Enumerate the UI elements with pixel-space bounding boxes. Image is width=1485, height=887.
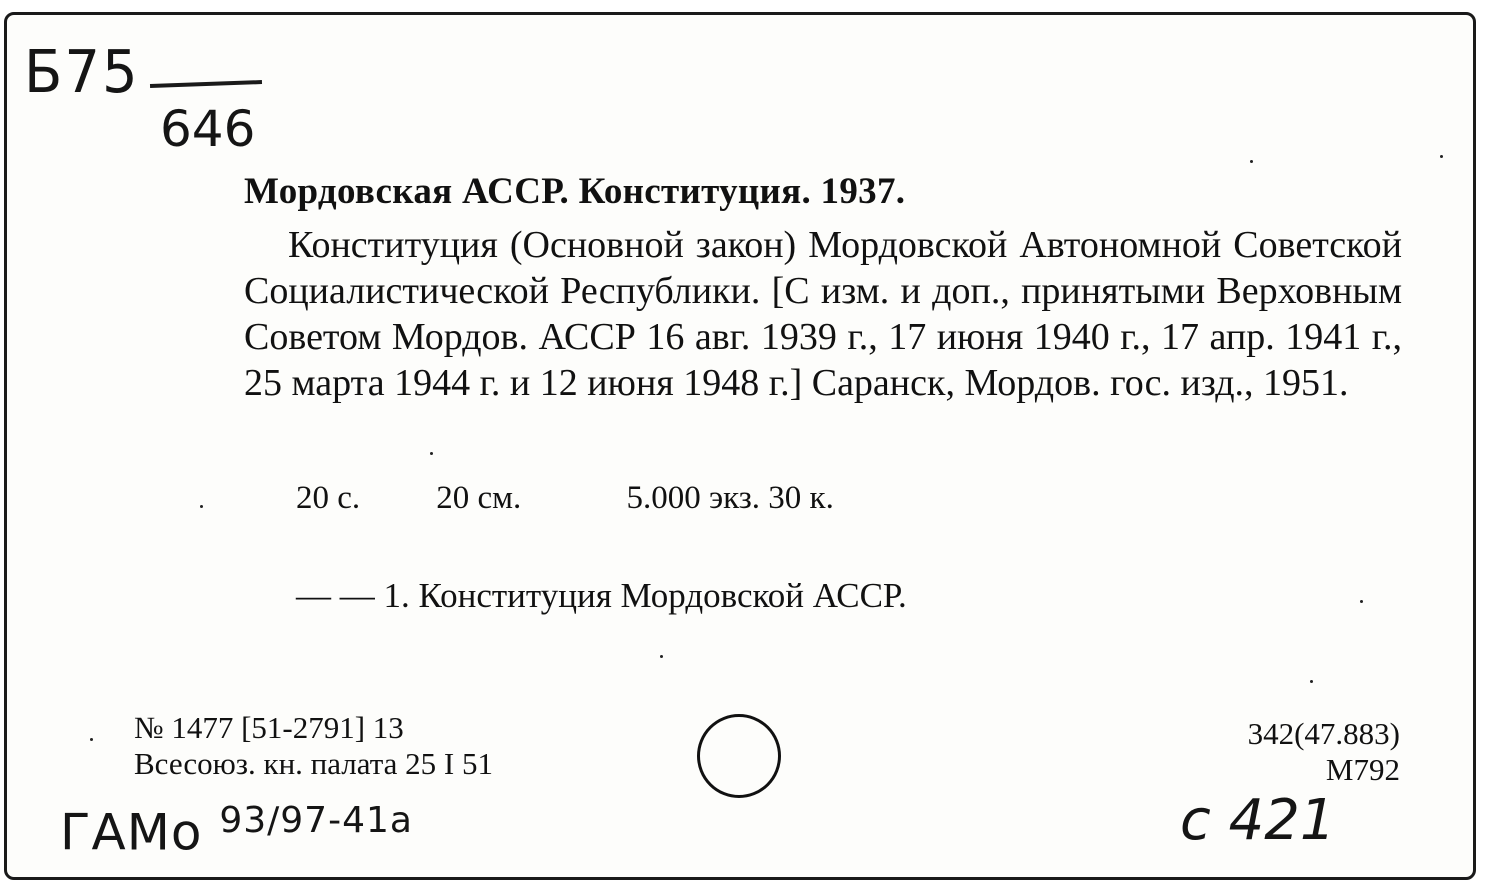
classification-code: 342(47.883) bbox=[1247, 716, 1400, 751]
book-chamber-note: Всесоюз. кн. палата 25 I 51 bbox=[134, 746, 493, 781]
author-mark: М792 bbox=[1325, 752, 1400, 787]
card-number: № 1477 [51-2791] 13 bbox=[134, 710, 404, 745]
archive-prefix: ГАМо bbox=[60, 803, 203, 862]
speck bbox=[1310, 680, 1313, 683]
collation bbox=[296, 480, 834, 517]
inventory-number: с 421 bbox=[1180, 788, 1336, 853]
speck bbox=[1250, 160, 1253, 163]
archive-note bbox=[60, 800, 413, 862]
speck bbox=[430, 452, 433, 455]
heading: Мордовская АССР. Конституция. 1937. bbox=[244, 171, 906, 212]
speck bbox=[200, 505, 203, 508]
bibliographic-description: Конституция (Основной закон) Мордовской Автономной Советской Социалистической Республики. [С изм. и доп., принятыми Верховным Советом Мордов. АССР 16 авг. 1939 г., 17 июня 1940 г., 17 апр. 1941 г., 25 марта 1944 г. и 12 июня 1948 г.] Саранск, Мордов. гос. изд., 1951. bbox=[244, 224, 1402, 404]
speck bbox=[90, 738, 93, 741]
collation-size: 20 см. bbox=[436, 480, 522, 516]
shelf-mark-bottom: 646 bbox=[160, 100, 256, 158]
collation-pages: 20 с. bbox=[296, 480, 361, 516]
speck bbox=[1440, 155, 1443, 158]
collation-copies: 5.000 экз. 30 к. bbox=[626, 480, 834, 516]
classification bbox=[1200, 716, 1400, 788]
shelf-mark-top: Б75 bbox=[24, 38, 140, 107]
punch-hole bbox=[697, 714, 781, 798]
speck bbox=[660, 655, 663, 658]
speck bbox=[1360, 600, 1363, 603]
archive-number: 93/97-41а bbox=[219, 800, 413, 841]
subject-entry: — — 1. Конституция Мордовской АССР. bbox=[296, 576, 907, 615]
